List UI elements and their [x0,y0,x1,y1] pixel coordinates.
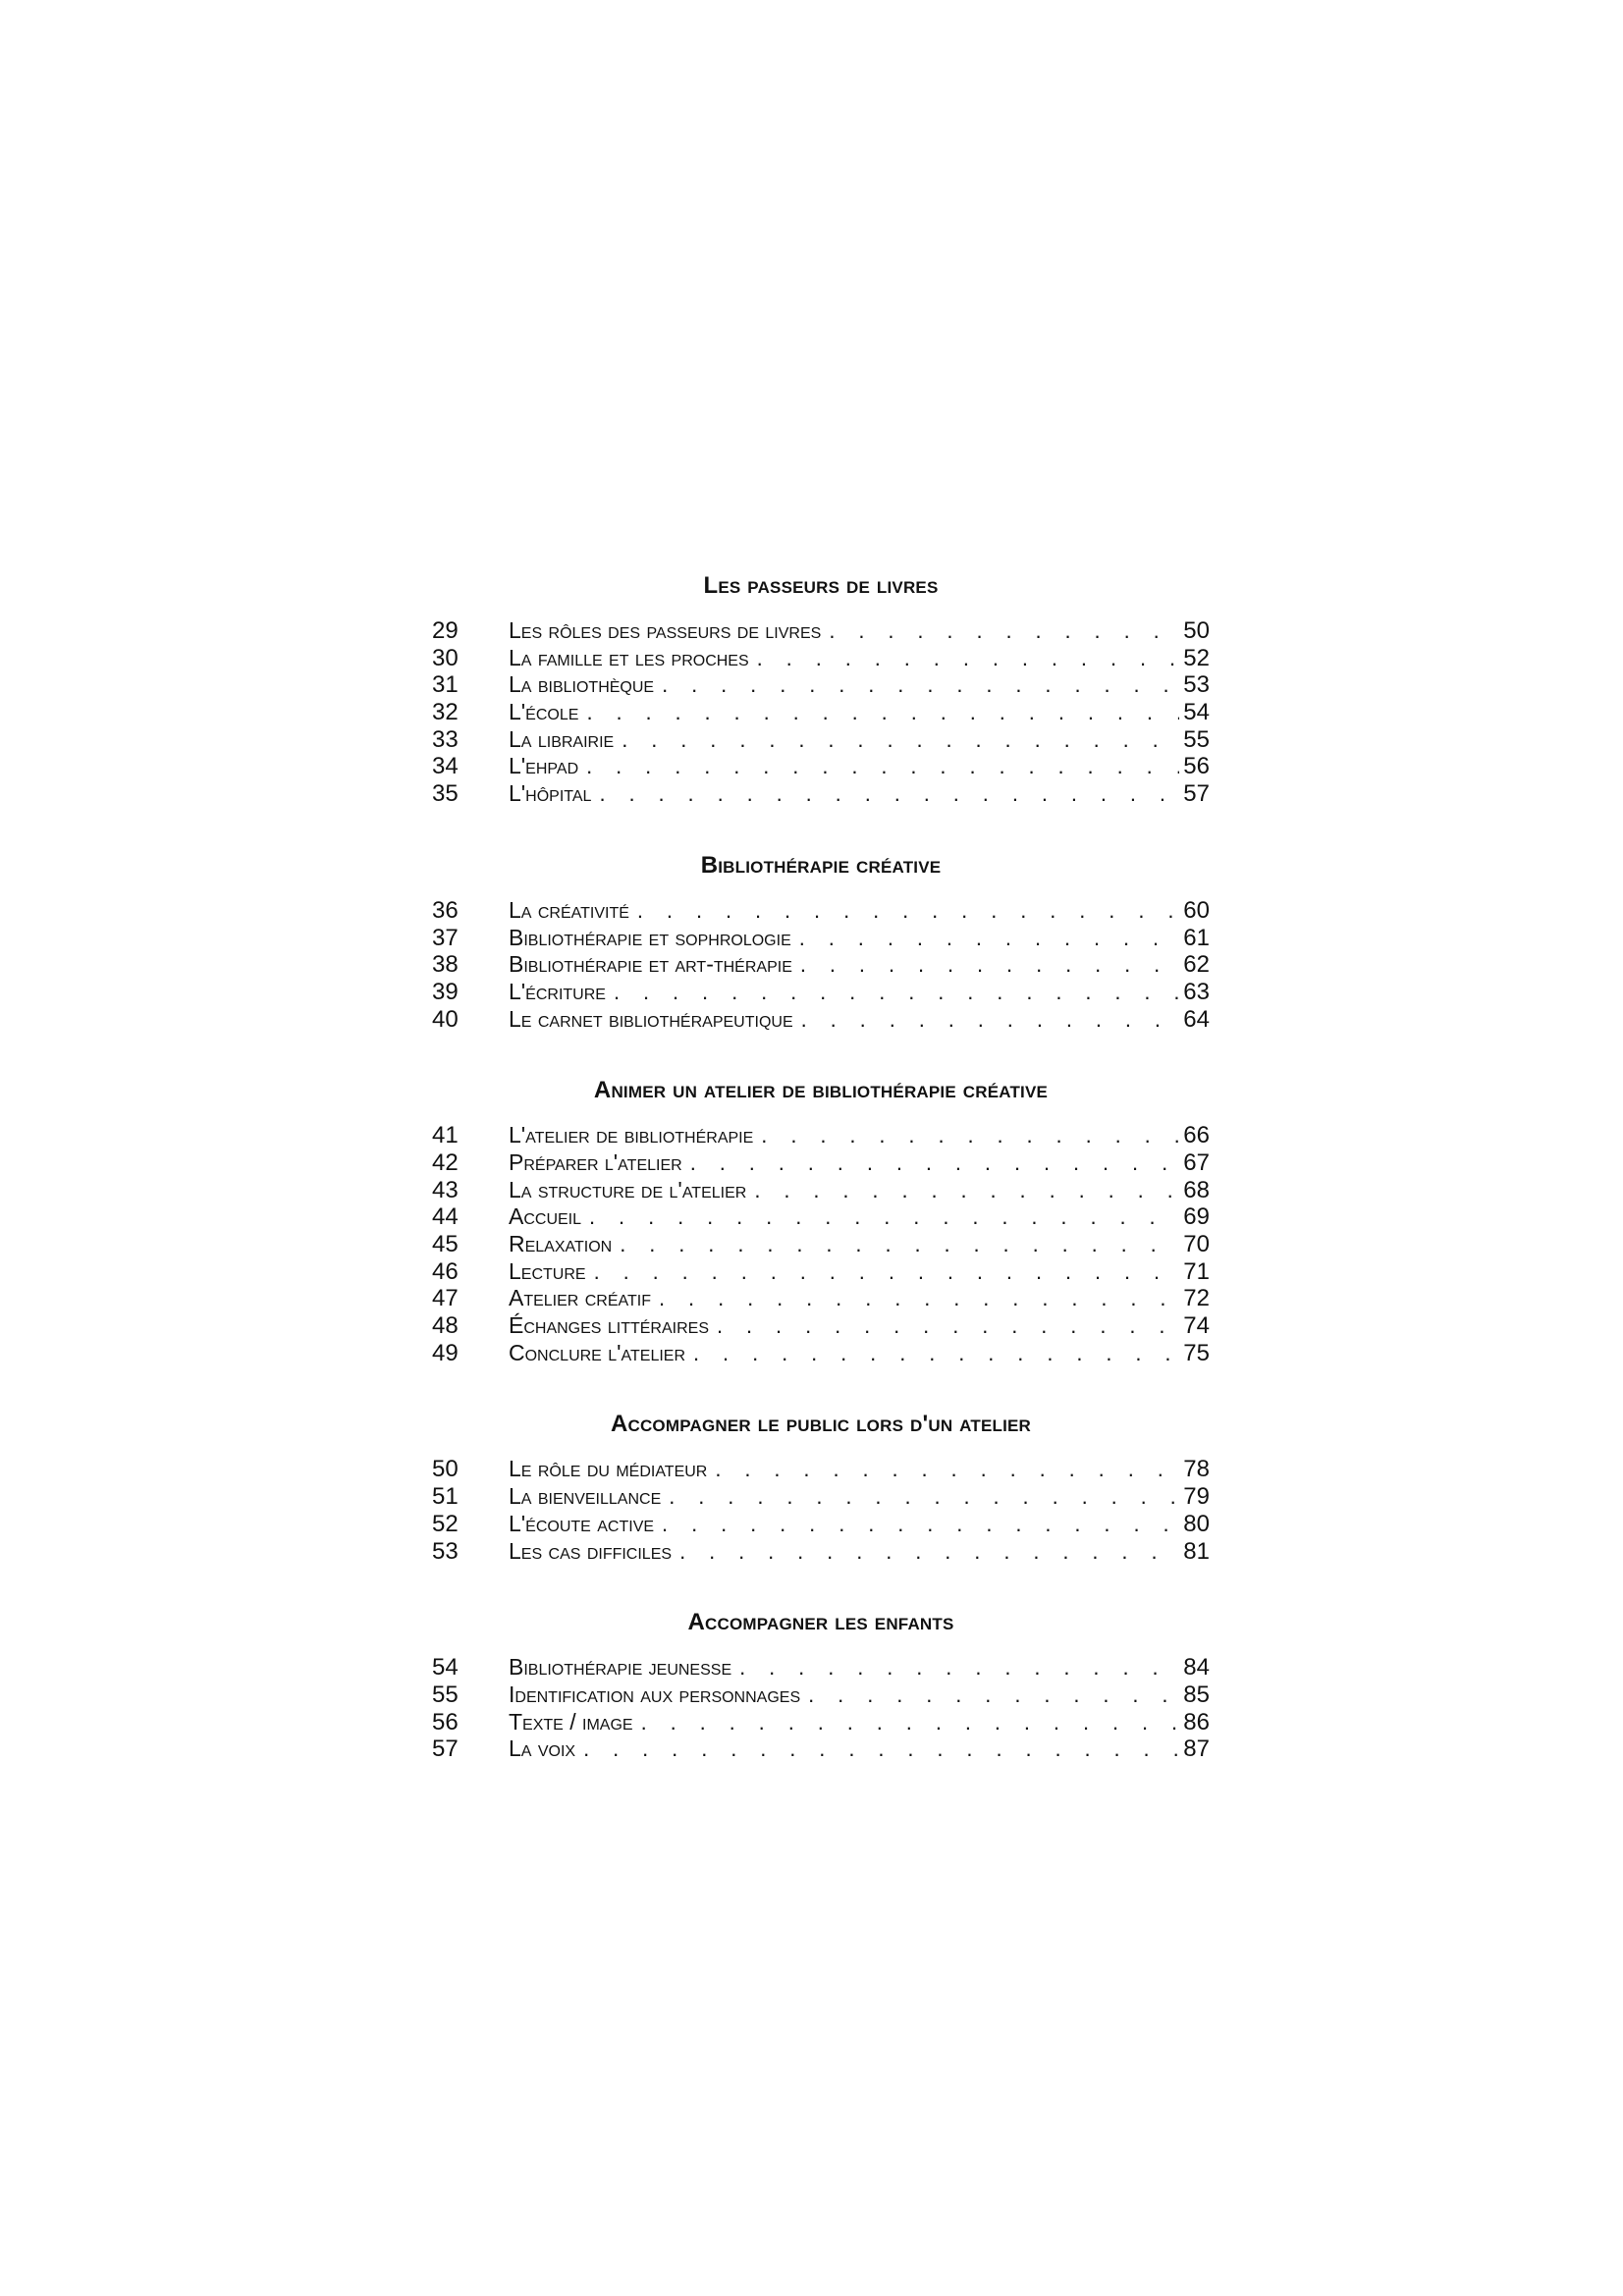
entry-page: 71 [1183,1257,1210,1285]
entry-title: Lecture [509,1257,586,1284]
toc-entry[interactable] [432,671,1210,699]
dot-leader [761,1122,1179,1149]
toc-entry[interactable] [432,951,1210,979]
entry-page: 81 [1183,1537,1210,1565]
entry-number: 29 [432,617,459,644]
dot-leader [690,1149,1180,1177]
entry-page: 67 [1183,1148,1210,1176]
dot-leader [693,1340,1179,1367]
entry-page: 64 [1183,1005,1210,1033]
entry-title: Conclure l'atelier [509,1339,686,1365]
entry-number: 42 [432,1148,459,1176]
dot-leader [717,1312,1179,1340]
entry-title: Bibliothérapie jeunesse [509,1654,732,1681]
section-spacer [432,1033,1210,1076]
dot-leader [715,1456,1179,1483]
toc-entry[interactable] [432,726,1210,754]
toc-entry[interactable] [432,1285,1210,1312]
toc-entry[interactable] [432,1511,1210,1538]
entry-title: Échanges littéraires [509,1312,709,1339]
entry-number: 38 [432,951,459,979]
toc-section [432,1608,1210,1763]
toc-entry[interactable] [432,1340,1210,1367]
entry-page: 54 [1183,699,1210,726]
entry-page: 56 [1183,753,1210,780]
toc-entry[interactable] [432,1735,1210,1763]
entry-number: 50 [432,1456,459,1483]
toc-entry[interactable] [432,1538,1210,1566]
dot-leader [757,645,1180,672]
section-title: Accompagner les enfants [687,1609,954,1636]
entry-number: 32 [432,699,459,726]
entry-list [432,617,1210,808]
entry-page: 55 [1183,725,1210,753]
entry-title: Le carnet bibliothérapeutique [509,1005,793,1032]
entry-page: 68 [1183,1176,1210,1203]
entry-page: 61 [1183,924,1210,951]
entry-title: L'atelier de bibliothérapie [509,1122,754,1148]
entry-page: 52 [1183,644,1210,671]
dot-leader [622,726,1179,754]
dot-leader [669,1483,1179,1511]
section-title: Accompagner le public lors d'un atelier [610,1411,1032,1438]
dot-leader [679,1538,1179,1566]
toc-section [432,851,1210,1033]
toc-entry[interactable] [432,645,1210,672]
entry-title: L'hôpital [509,780,592,807]
entry-page: 79 [1183,1483,1210,1511]
entry-page: 63 [1183,978,1210,1005]
toc-entry[interactable] [432,780,1210,808]
dot-leader [659,1285,1179,1312]
entry-title: Les rôles des passeurs de livres [509,617,822,643]
section-spacer [432,1565,1210,1608]
section-spacer [432,1366,1210,1410]
entry-page: 85 [1183,1681,1210,1708]
toc-section [432,1076,1210,1366]
entry-title: L'écriture [509,978,606,1004]
entry-title: Bibliothérapie et art-thérapie [509,951,792,978]
entry-number: 31 [432,671,459,699]
section-title: Bibliothérapie créative [700,851,942,879]
toc-entry[interactable] [432,753,1210,780]
entry-number: 44 [432,1203,459,1231]
dot-leader [594,1258,1180,1286]
entry-title: La bienveillance [509,1483,662,1510]
toc-entry[interactable] [432,1203,1210,1231]
entry-list [432,1122,1210,1366]
toc-entry[interactable] [432,1682,1210,1709]
entry-title: Préparer l'atelier [509,1148,682,1175]
dot-leader [754,1177,1179,1204]
entry-number: 47 [432,1285,459,1312]
toc-entry[interactable] [432,1231,1210,1258]
entry-list [432,1456,1210,1565]
entry-title: L'école [509,699,579,725]
entry-number: 57 [432,1735,459,1763]
dot-leader [583,1735,1179,1763]
section-spacer [432,808,1210,851]
dot-leader [614,979,1179,1006]
dot-leader [801,1006,1180,1034]
entry-page: 75 [1183,1339,1210,1366]
toc-section [432,1410,1210,1565]
toc-entry[interactable] [432,1709,1210,1736]
toc-section [432,571,1210,808]
dot-leader [641,1709,1180,1736]
entry-page: 60 [1183,896,1210,924]
toc-entry[interactable] [432,1312,1210,1340]
toc-entry[interactable] [432,979,1210,1006]
dot-leader [829,617,1179,645]
entry-title: La structure de l'atelier [509,1176,747,1202]
entry-number: 55 [432,1681,459,1708]
toc-entry[interactable] [432,1456,1210,1483]
entry-list [432,1654,1210,1763]
entry-number: 41 [432,1122,459,1149]
entry-number: 52 [432,1510,459,1537]
entry-page: 57 [1183,780,1210,808]
entry-title: Texte / image [509,1708,633,1735]
dot-leader [620,1231,1179,1258]
toc-entry[interactable] [432,925,1210,952]
entry-number: 40 [432,1005,459,1033]
dot-leader [589,1203,1179,1231]
entry-title: L'ehpad [509,753,579,779]
entry-title: Relaxation [509,1231,613,1256]
toc-entry[interactable] [432,699,1210,726]
entry-number: 51 [432,1483,459,1511]
entry-page: 84 [1183,1654,1210,1682]
entry-page: 80 [1183,1510,1210,1537]
entry-number: 34 [432,753,459,780]
entry-number: 45 [432,1231,459,1257]
dot-leader [637,897,1179,925]
dot-leader [800,951,1179,979]
entry-title: La créativité [509,896,629,923]
entry-title: La librairie [509,725,615,752]
toc-entry[interactable] [432,897,1210,925]
entry-page: 50 [1183,617,1210,644]
entry-number: 35 [432,780,459,808]
entry-page: 53 [1183,671,1210,699]
entry-title: Bibliothérapie et sophrologie [509,924,791,950]
entry-number: 53 [432,1537,459,1565]
toc-entry[interactable] [432,1483,1210,1511]
dot-leader [586,699,1179,726]
entry-title: La voix [509,1735,576,1762]
toc-entry[interactable] [432,1006,1210,1034]
entry-number: 48 [432,1312,459,1340]
dot-leader [739,1654,1179,1682]
entry-number: 46 [432,1257,459,1285]
entry-number: 37 [432,924,459,951]
entry-page: 72 [1183,1285,1210,1312]
toc-entry[interactable] [432,1149,1210,1177]
entry-title: Le rôle du médiateur [509,1456,708,1482]
entry-number: 49 [432,1339,459,1366]
entry-title: L'écoute active [509,1510,655,1536]
entry-number: 36 [432,896,459,924]
entry-page: 62 [1183,951,1210,979]
entry-page: 86 [1183,1708,1210,1735]
entry-number: 54 [432,1654,459,1682]
entry-number: 56 [432,1708,459,1735]
table-of-contents [432,571,1210,1763]
dot-leader [586,753,1179,780]
toc-entry[interactable] [432,1122,1210,1149]
toc-entry[interactable] [432,1177,1210,1204]
dot-leader [799,925,1180,952]
entry-title: Accueil [509,1203,582,1230]
entry-title: Identification aux personnages [509,1681,801,1707]
entry-number: 30 [432,644,459,671]
entry-page: 78 [1183,1456,1210,1483]
entry-list [432,897,1210,1033]
entry-page: 87 [1183,1735,1210,1763]
dot-leader [662,671,1179,699]
toc-entry[interactable] [432,1654,1210,1682]
toc-entry[interactable] [432,617,1210,645]
entry-number: 43 [432,1176,459,1203]
entry-title: Les cas difficiles [509,1537,673,1564]
section-title: Les passeurs de livres [703,572,939,599]
dot-leader [808,1682,1179,1709]
entry-page: 74 [1183,1312,1210,1340]
dot-leader [662,1511,1179,1538]
entry-page: 66 [1183,1122,1210,1149]
entry-page: 70 [1183,1231,1210,1257]
entry-title: La famille et les proches [509,644,749,670]
entry-page: 69 [1183,1203,1210,1231]
entry-title: Atelier créatif [509,1285,652,1311]
toc-entry[interactable] [432,1258,1210,1286]
entry-title: La bibliothèque [509,671,655,698]
dot-leader [599,780,1179,808]
entry-number: 33 [432,725,459,753]
entry-number: 39 [432,978,459,1005]
section-title: Animer un atelier de bibliothérapie créative [593,1077,1049,1104]
